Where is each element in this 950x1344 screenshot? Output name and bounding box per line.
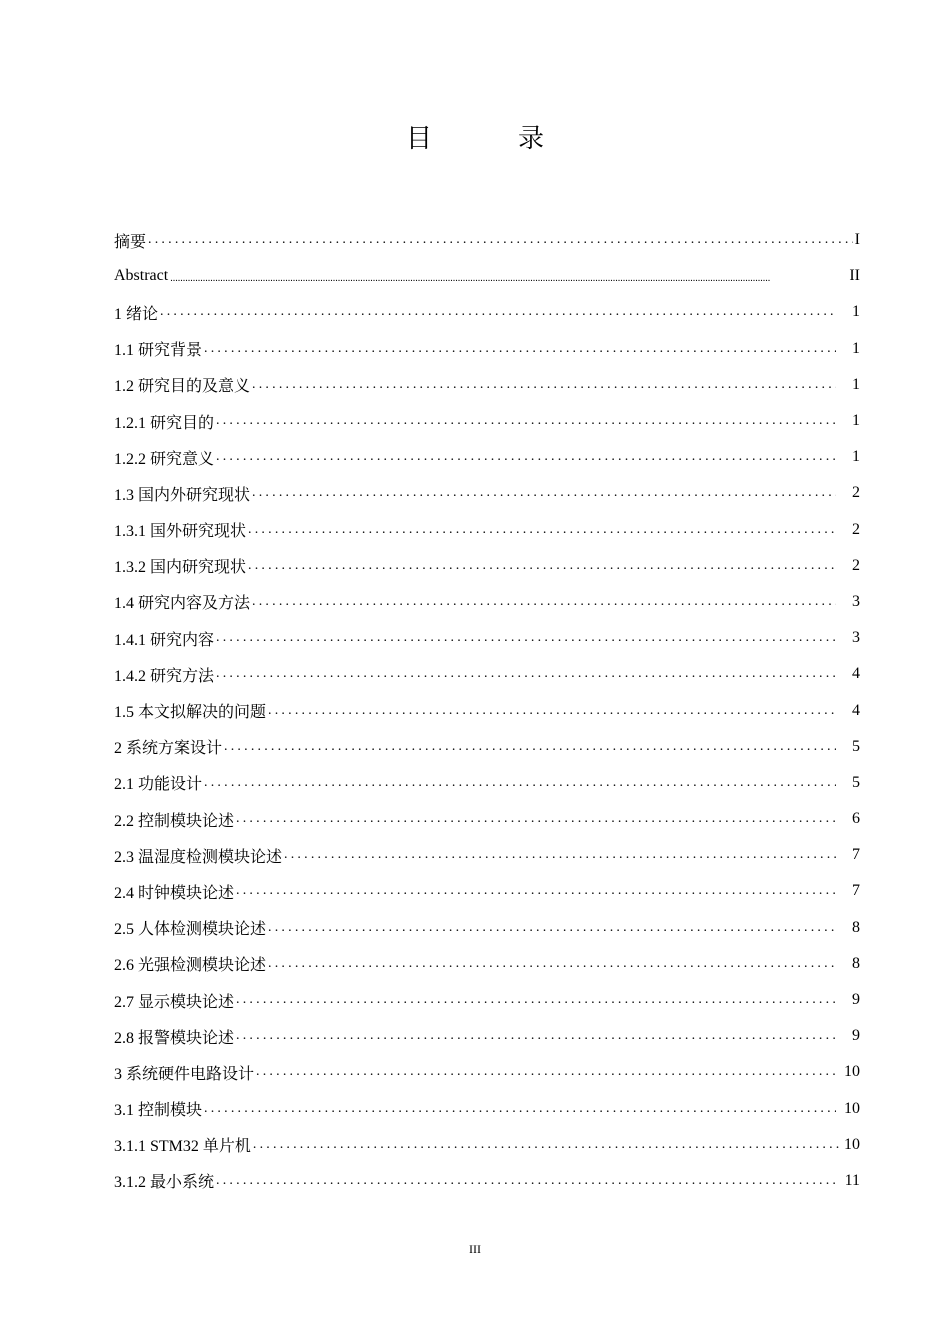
toc-entry[interactable] [114, 548, 860, 584]
toc-leader-dots [170, 273, 847, 284]
toc-entry-label: 2.2 控制模块论述 [114, 812, 235, 830]
toc-leader-dots [236, 883, 836, 899]
toc-entry[interactable] [114, 584, 860, 620]
toc-entry-page: 2 [852, 520, 860, 538]
toc-entry-label: 3.1.2 最小系统 [114, 1174, 215, 1192]
toc-leader-dots [268, 956, 836, 972]
toc-entry-label: 2.8 报警模块论述 [114, 1029, 235, 1047]
table-of-contents [114, 222, 860, 1199]
toc-entry-label: 1.3.2 国内研究现状 [114, 559, 247, 577]
toc-entry-page: 10 [844, 1063, 860, 1081]
toc-entry-label: 1.3 国内外研究现状 [114, 486, 251, 504]
toc-leader-dots [204, 775, 836, 791]
toc-entry-page: 1 [852, 339, 860, 357]
toc-leader-dots [160, 304, 836, 320]
footer-page-number: III [469, 1242, 481, 1256]
toc-entry[interactable] [114, 765, 860, 801]
toc-entry-page: 7 [852, 846, 860, 864]
toc-entry[interactable] [114, 1163, 860, 1199]
toc-entry-page: 1 [852, 375, 860, 393]
toc-leader-dots [248, 558, 836, 574]
toc-entry-label: 2.1 功能设计 [114, 776, 203, 794]
toc-entry[interactable] [114, 837, 860, 873]
toc-entry[interactable] [114, 729, 860, 765]
toc-leader-dots [216, 666, 836, 682]
toc-entry-label: 1.2.1 研究目的 [114, 414, 215, 432]
toc-entry-label: 1.1 研究背景 [114, 342, 203, 360]
toc-entry[interactable] [114, 1127, 860, 1163]
toc-entry[interactable] [114, 1054, 860, 1090]
toc-entry-page: 1 [852, 448, 860, 466]
toc-entry[interactable] [114, 801, 860, 837]
toc-entry-label: 摘要 [114, 233, 147, 251]
toc-entry[interactable] [114, 1018, 860, 1054]
toc-entry-page: 9 [852, 991, 860, 1009]
toc-entry[interactable] [114, 331, 860, 367]
toc-entry[interactable] [114, 910, 860, 946]
toc-leader-dots [252, 377, 836, 393]
toc-entry-label: 1.4.2 研究方法 [114, 667, 215, 685]
toc-entry-page: 5 [852, 773, 860, 791]
toc-leader-dots [284, 847, 836, 863]
toc-entry-page: 4 [852, 665, 860, 683]
toc-entry-page: 11 [844, 1171, 860, 1189]
toc-entry-page: I [854, 231, 860, 249]
toc-leader-dots [148, 232, 853, 248]
toc-entry-label: 2.3 温湿度检测模块论述 [114, 848, 283, 866]
toc-entry-page: 7 [852, 882, 860, 900]
toc-entry-label: 1.2 研究目的及意义 [114, 378, 251, 396]
toc-entry-page: 8 [852, 954, 860, 972]
toc-entry-label: 2.4 时钟模块论述 [114, 884, 235, 902]
toc-entry[interactable] [114, 620, 860, 656]
toc-entry-label: 3.1 控制模块 [114, 1102, 203, 1120]
toc-entry-label: 1 绪论 [114, 305, 159, 323]
toc-entry-label: Abstract [114, 267, 169, 285]
toc-entry[interactable] [114, 1091, 860, 1127]
toc-entry-page: 9 [852, 1027, 860, 1045]
toc-entry-page: 5 [852, 737, 860, 755]
toc-leader-dots [216, 413, 836, 429]
toc-leader-dots [236, 992, 836, 1008]
toc-entry[interactable] [114, 656, 860, 692]
toc-leader-dots [236, 811, 836, 827]
toc-entry-label: 1.4.1 研究内容 [114, 631, 215, 649]
toc-leader-dots [216, 449, 836, 465]
toc-entry-label: 1.3.1 国外研究现状 [114, 523, 247, 541]
toc-leader-dots [268, 703, 836, 719]
toc-leader-dots [236, 1028, 836, 1044]
toc-entry[interactable] [114, 439, 860, 475]
toc-entry-page: II [849, 267, 860, 285]
toc-leader-dots [248, 522, 836, 538]
toc-entry[interactable] [114, 873, 860, 909]
toc-entry-page: 3 [852, 592, 860, 610]
toc-entry-page: 3 [852, 629, 860, 647]
toc-entry-page: 2 [852, 556, 860, 574]
toc-entry-page: 8 [852, 918, 860, 936]
toc-entry[interactable] [114, 982, 860, 1018]
toc-entry-page: 2 [852, 484, 860, 502]
toc-leader-dots [253, 1137, 842, 1153]
toc-leader-dots [268, 920, 836, 936]
toc-leader-dots [256, 1064, 836, 1080]
toc-entry-abstract-en[interactable] [114, 258, 860, 294]
toc-leader-dots [252, 594, 836, 610]
toc-entry-label: 1.5 本文拟解决的问题 [114, 704, 267, 722]
toc-leader-dots [224, 739, 836, 755]
toc-entry[interactable] [114, 403, 860, 439]
toc-entry-page: 10 [844, 1099, 860, 1117]
toc-entry[interactable] [114, 692, 860, 728]
toc-entry-page: 1 [852, 412, 860, 430]
toc-entry-label: 1.2.2 研究意义 [114, 450, 215, 468]
toc-entry-label: 3.1.1 STM32 单片机 [114, 1138, 251, 1156]
toc-entry-label: 3 系统硬件电路设计 [114, 1065, 255, 1083]
toc-entry-label: 1.4 研究内容及方法 [114, 595, 251, 613]
toc-entry-label: 2.6 光强检测模块论述 [114, 957, 267, 975]
toc-entry-label: 2.5 人体检测模块论述 [114, 921, 267, 939]
page-title: 目 录 [405, 124, 574, 154]
toc-entry-label: 2.7 显示模块论述 [114, 993, 235, 1011]
toc-leader-dots [204, 341, 836, 357]
toc-entry[interactable] [114, 946, 860, 982]
toc-entry[interactable] [114, 475, 860, 511]
toc-leader-dots [204, 1101, 836, 1117]
toc-entry-label: 2 系统方案设计 [114, 740, 223, 758]
toc-leader-dots [216, 1173, 836, 1189]
toc-entry[interactable] [114, 512, 860, 548]
toc-leader-dots [216, 630, 836, 646]
toc-entry-page: 1 [852, 303, 860, 321]
toc-entry-abstract-cn[interactable] [114, 222, 860, 258]
toc-entry[interactable] [114, 294, 860, 330]
toc-entry-page: 10 [844, 1135, 860, 1153]
toc-entry-page: 6 [852, 810, 860, 828]
toc-leader-dots [252, 485, 836, 501]
toc-entry[interactable] [114, 367, 860, 403]
toc-entry-page: 4 [852, 701, 860, 719]
